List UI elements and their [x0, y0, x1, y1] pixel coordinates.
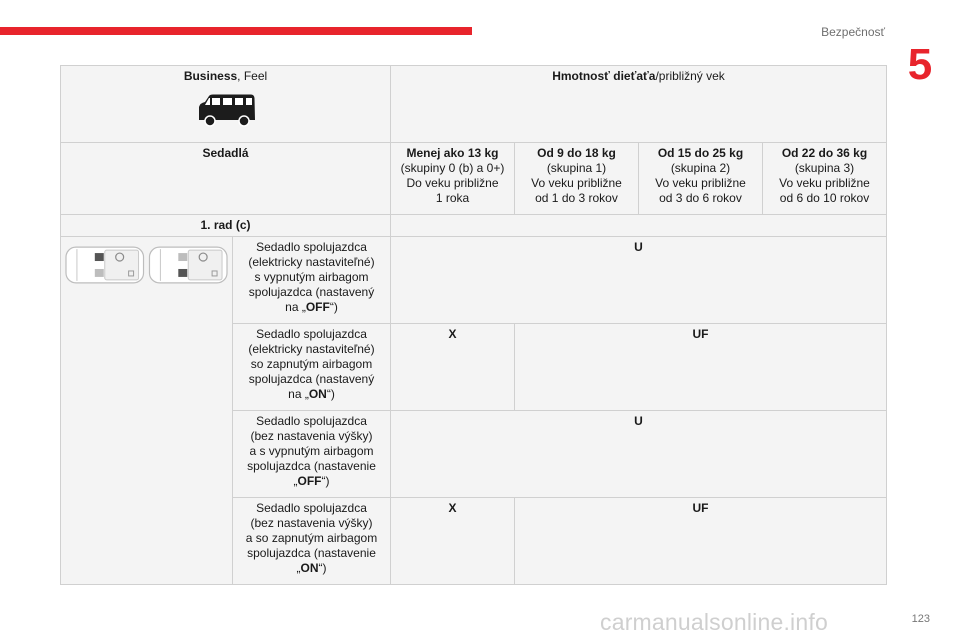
group-cell: Od 15 do 25 kg (skupina 2) Vo veku približne od 3 do 6 rokov: [639, 143, 763, 215]
suitability-value: X: [391, 498, 515, 585]
version-header-cell: [61, 66, 391, 143]
suitability-value: UF: [515, 324, 887, 411]
row-label-row: [61, 215, 887, 237]
van-icon: [65, 94, 386, 134]
seat-description: Sedadlo spolujazdca (bez nastavenia výšky) a so zapnutým airbagom spolujazdca (nastavenie „ON“): [233, 498, 391, 585]
group-cell: Od 22 do 36 kg (skupina 3) Vo veku približne od 6 do 10 rokov: [763, 143, 887, 215]
seat-layout-icon: [65, 244, 228, 286]
suitability-value: U: [391, 237, 887, 324]
groups-row: [61, 143, 887, 215]
seat-description: Sedadlo spolujazdca (elektricky nastaviteľné) so zapnutým airbagom spolujazdca (nastavený na „ON“): [233, 324, 391, 411]
group-cell: Od 9 do 18 kg (skupina 1) Vo veku približne od 1 do 3 rokov: [515, 143, 639, 215]
section-title: Bezpečnosť: [821, 25, 885, 39]
seats-label: Sedadlá: [61, 143, 391, 215]
header-accent-bar: [0, 27, 472, 35]
suitability-value: UF: [515, 498, 887, 585]
group-cell: Menej ako 13 kg (skupiny 0 (b) a 0+) Do veku približne 1 roka: [391, 143, 515, 215]
suitability-value: X: [391, 324, 515, 411]
table-row: [61, 237, 887, 324]
page-number: 123: [911, 613, 930, 625]
child-seat-table: [60, 65, 887, 585]
watermark: carmanualsonline.info: [600, 609, 828, 635]
chapter-number: 5: [907, 40, 933, 89]
table-header-row: [61, 66, 887, 143]
seat-description: Sedadlo spolujazdca (elektricky nastaviteľné) s vypnutým airbagom spolujazdca (nastavený na „OFF“): [233, 237, 391, 324]
seat-layout-cell: [61, 237, 233, 585]
row-label: 1. rad (c): [61, 215, 391, 237]
version-label: Business, Feel: [183, 69, 268, 83]
seat-description: Sedadlo spolujazdca (bez nastavenia výšky) a s vypnutým airbagom spolujazdca (nastavenie „OFF“): [233, 411, 391, 498]
suitability-value: U: [391, 411, 887, 498]
weight-header-cell: Hmotnosť dieťaťa/približný vek: [391, 66, 887, 143]
